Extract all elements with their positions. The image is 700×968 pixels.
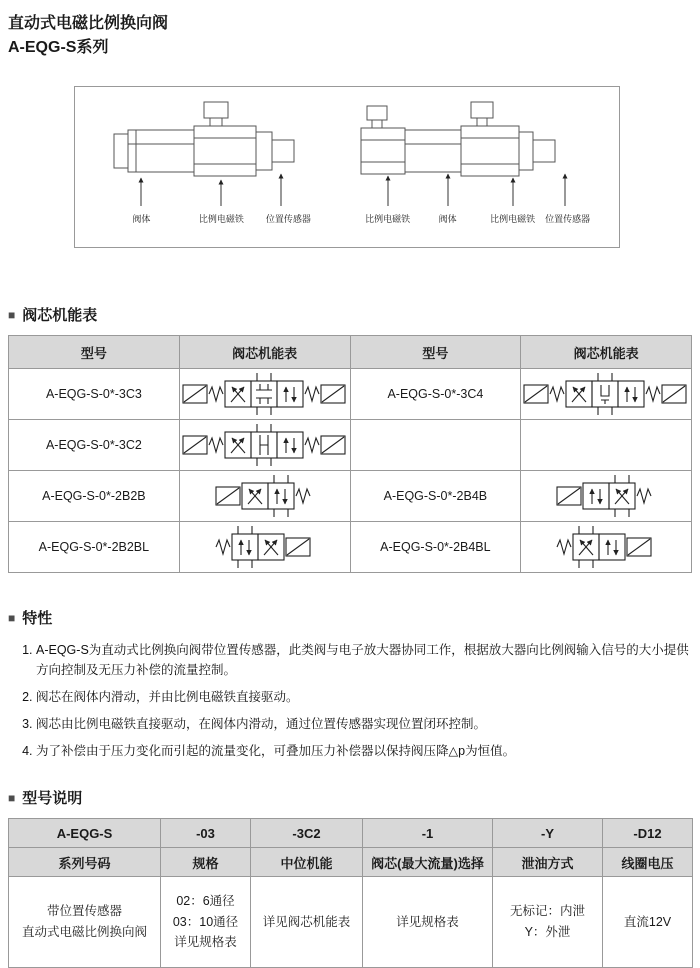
table-row (9, 369, 692, 420)
label-position-sensor: 位置传感器 (265, 214, 311, 224)
detail-cell-size (161, 877, 251, 968)
valve-illustration-left (96, 98, 331, 216)
model-cell: A-EQG-S-0*-2B4BL (350, 522, 521, 573)
valve-symbol-2b4bl (521, 522, 692, 573)
column-header-model: 型号 (9, 336, 180, 369)
valve-drawing-right (353, 98, 598, 236)
label-cell: 阀芯(最大流量)选择 (363, 848, 493, 877)
table-row (9, 522, 692, 573)
model-cell: A-EQG-S-0*-3C3 (9, 369, 180, 420)
label-cell: 规格 (161, 848, 251, 877)
detail-line: 详见规格表 (174, 935, 237, 950)
feature-item: 1. A-EQG-S为直动式比例换向阀带位置传感器，此类阀与电子放大器协同工作，根据放大器向比例阀输入信号的大小提供方向控制及无压力补偿的流量控制。 (36, 640, 692, 680)
label-valve-body: 阀体 (438, 214, 457, 224)
empty-cell (521, 420, 692, 471)
detail-line: 带位置传感器 (46, 904, 122, 919)
product-figure (74, 86, 620, 248)
model-cell: A-EQG-S-0*-2B4B (350, 471, 521, 522)
label-cell: 泄油方式 (493, 848, 603, 877)
spool-function-table (8, 335, 692, 573)
column-header-symbol: 阀芯机能表 (521, 336, 692, 369)
label-prop-solenoid: 比例电磁铁 (365, 214, 411, 224)
section-title-model: 型号说明 (22, 790, 83, 807)
code-cell: -3C2 (251, 819, 363, 848)
model-cell: A-EQG-S-0*-3C2 (9, 420, 180, 471)
feature-item: 3. 阀芯由比例电磁铁直接驱动，在阀体内滑动，通过位置传感器实现位置闭环控制。 (36, 714, 692, 734)
label-cell: 中位机能 (251, 848, 363, 877)
code-cell: -1 (363, 819, 493, 848)
label-prop-solenoid: 比例电磁铁 (490, 214, 536, 224)
detail-line: 直流12V (623, 914, 672, 929)
table-header-row (9, 336, 692, 369)
label-prop-solenoid: 比例电磁铁 (198, 214, 244, 224)
model-label-row (9, 848, 693, 877)
features-list (12, 640, 692, 761)
page-title-line1: 直动式电磁比例换向阀 (8, 15, 169, 32)
feature-item: 2. 阀芯在阀体内滑动，并由比例电磁铁直接驱动。 (36, 687, 692, 707)
label-cell: 线圈电压 (603, 848, 693, 877)
model-designation-table (8, 818, 693, 968)
label-valve-body: 阀体 (132, 214, 151, 224)
model-cell: A-EQG-S-0*-3C4 (350, 369, 521, 420)
valve-symbol-2b2bl (179, 522, 350, 573)
empty-cell (350, 420, 521, 471)
feature-item: 4. 为了补偿由于压力变化而引起的流量变化，可叠加压力补偿器以保持阀压降△p为恒值。 (36, 741, 692, 761)
page-title (8, 12, 692, 60)
detail-line: 02：6通径 (176, 894, 235, 909)
column-header-model: 型号 (350, 336, 521, 369)
column-header-symbol: 阀芯机能表 (179, 336, 350, 369)
code-cell: -Y (493, 819, 603, 848)
detail-cell-voltage (603, 877, 693, 968)
model-cell: A-EQG-S-0*-2B2B (9, 471, 180, 522)
section-title-spool: 阀芯机能表 (22, 307, 98, 324)
label-cell: 系列号码 (9, 848, 161, 877)
section-title-features: 特性 (22, 610, 53, 627)
detail-cell-spool (363, 877, 493, 968)
section-heading-spool (8, 304, 692, 325)
detail-line: 03：10通径 (172, 914, 239, 929)
table-row (9, 471, 692, 522)
detail-cell-center (251, 877, 363, 968)
valve-symbol-3c3 (179, 369, 350, 420)
detail-line: 详见阀芯机能表 (262, 914, 351, 929)
section-heading-model (8, 787, 692, 808)
model-cell: A-EQG-S-0*-2B2BL (9, 522, 180, 573)
detail-cell-drain (493, 877, 603, 968)
detail-line: Y：外泄 (524, 925, 571, 939)
valve-drawing-left (96, 98, 331, 236)
detail-line: 无标记：内泄 (509, 904, 585, 919)
section-heading-features (8, 607, 692, 628)
label-position-sensor: 位置传感器 (545, 214, 591, 224)
detail-line: 详见规格表 (396, 914, 459, 929)
section-marker-icon: ■ (8, 790, 16, 805)
code-cell: -03 (161, 819, 251, 848)
detail-line: 直动式电磁比例换向阀 (21, 925, 147, 939)
valve-symbol-2b2b (179, 471, 350, 522)
code-cell: -D12 (603, 819, 693, 848)
page-title-line2: A-EQG-S系列 (8, 39, 109, 56)
valve-symbol-3c2 (179, 420, 350, 471)
model-code-row (9, 819, 693, 848)
detail-cell-series (9, 877, 161, 968)
section-marker-icon: ■ (8, 610, 16, 625)
valve-symbol-3c4 (521, 369, 692, 420)
code-cell: A-EQG-S (9, 819, 161, 848)
table-row (9, 420, 692, 471)
valve-illustration-right (353, 98, 598, 216)
section-marker-icon: ■ (8, 307, 16, 322)
valve-symbol-2b4b (521, 471, 692, 522)
model-detail-row (9, 877, 693, 968)
